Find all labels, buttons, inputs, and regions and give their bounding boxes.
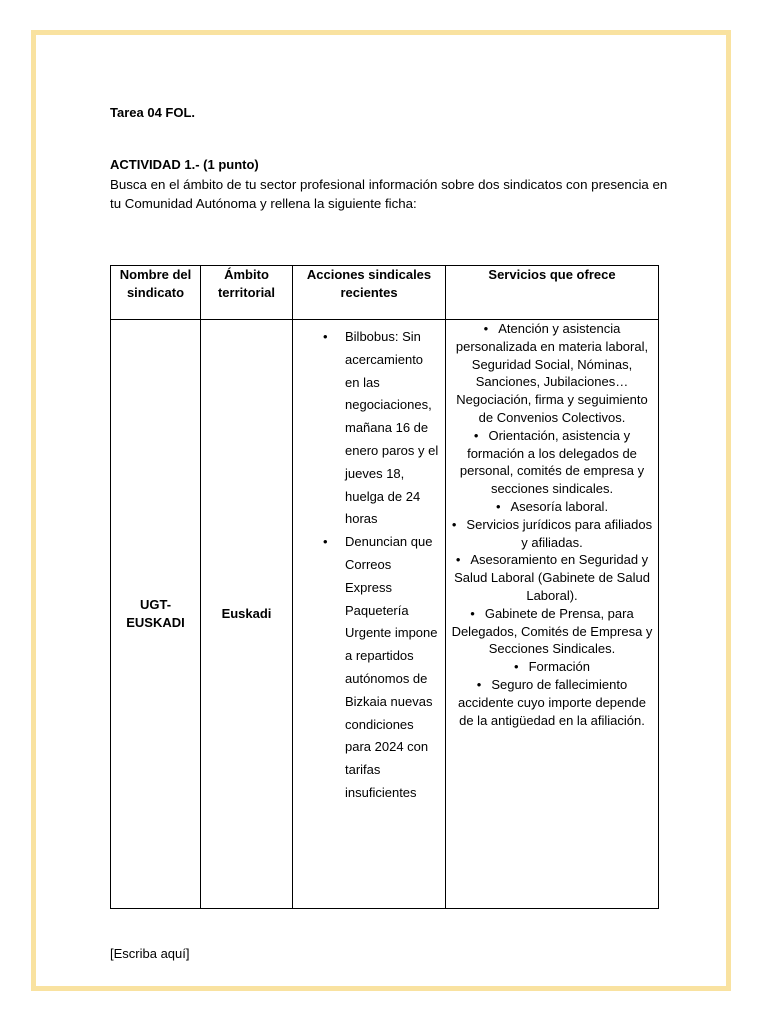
list-item [450, 498, 654, 516]
list-item [323, 326, 441, 531]
header-recent-actions: Acciones sindicales recientes [293, 266, 446, 320]
list-item [450, 516, 654, 552]
table-row [111, 320, 659, 909]
service-text: Servicios jurídicos para afiliados y afiliadas. [466, 516, 653, 550]
list-item [450, 427, 654, 498]
activity-heading: ACTIVIDAD 1.- (1 punto) [110, 157, 259, 172]
service-text: Seguro de fallecimiento accidente cuyo importe depende de la antigüedad en la afiliación. [458, 676, 646, 728]
bullet-icon: • [514, 659, 519, 675]
service-text: Orientación, asistencia y formación a los delegados de personal, comités de empresa y secciones sindicales. [459, 427, 645, 497]
union-info-table [110, 265, 659, 909]
list-item [450, 605, 654, 658]
list-item [450, 676, 654, 729]
header-union-name: Nombre del sindicato [111, 266, 201, 320]
activity-instructions: Busca en el ámbito de tu sector profesional información sobre dos sindicatos con presencia en tu Comunidad Autónoma y rellena la siguiente ficha: [110, 177, 668, 211]
bullet-icon: • [323, 329, 328, 344]
action-text: Denuncian que Correos Express Paquetería Urgente impone a repartidos autónomos de Bizkaia nuevas condiciones para 2024 con tarifas insuficientes [345, 534, 438, 800]
service-text: Formación [528, 659, 590, 675]
service-text: Asesoría laboral. [510, 498, 609, 514]
task-title: Tarea 04 FOL. [110, 105, 196, 120]
recent-actions-cell [293, 320, 446, 909]
bullet-icon: • [495, 498, 501, 514]
bullet-icon: • [473, 427, 479, 443]
bullet-icon: • [323, 534, 328, 550]
territorial-scope-cell: Euskadi [201, 320, 293, 909]
footer-placeholder[interactable]: [Escriba aquí] [110, 946, 190, 961]
list-item [450, 551, 654, 604]
bullet-icon: • [476, 676, 482, 692]
header-services: Servicios que ofrece [446, 266, 659, 320]
header-territorial-scope: Ámbito territorial [201, 266, 293, 320]
service-text: Atención y asistencia personalizada en materia laboral, Seguridad Social, Nóminas, Sanciones, Jubilaciones… Negociación, firma y seguimiento de Convenios Colectivos. [455, 321, 649, 425]
list-item [323, 531, 441, 805]
action-text: Bilbobus: Sin acercamiento en las negociaciones, mañana 16 de enero paros y el jueves 18, huelga de 24 horas [345, 329, 439, 527]
bullet-icon: • [451, 516, 457, 532]
bullet-icon: • [483, 321, 489, 336]
list-item [450, 658, 654, 676]
list-item [450, 320, 654, 427]
service-text: Gabinete de Prensa, para Delegados, Comités de Empresa y Secciones Sindicales. [451, 605, 653, 657]
recent-actions-list [293, 326, 441, 805]
union-name-cell: UGT-EUSKADI [111, 320, 201, 909]
services-cell [446, 320, 659, 909]
bullet-icon: • [470, 605, 475, 621]
bullet-icon: • [455, 552, 461, 568]
service-text: Asesoramiento en Seguridad y Salud Laboral (Gabinete de Salud Laboral). [454, 552, 650, 603]
services-list [450, 320, 654, 729]
table-header-row [111, 266, 659, 320]
